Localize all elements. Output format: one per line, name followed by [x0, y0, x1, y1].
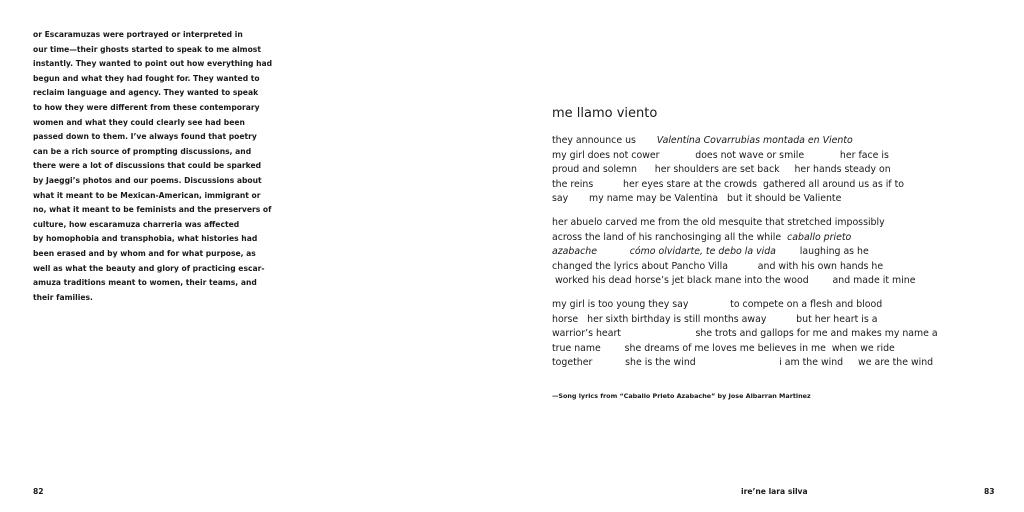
poem-line-text: changed the lyrics about Pancho Villa and with his own hands he: [552, 260, 884, 272]
poem-line-text: her abuelo carved me from the old mesquite that stretched impossibly: [552, 216, 885, 228]
poem-line: [552, 313, 952, 328]
prose-line: amuza traditions meant to women, their teams, and: [33, 278, 257, 288]
prose-line: or Escaramuzas were portrayed or interpreted in: [33, 30, 243, 39]
poem-line: [552, 163, 952, 178]
right-page: [512, 0, 1024, 512]
prose-line: our time—their ghosts started to speak to me almost: [33, 44, 261, 54]
poem-line: [552, 245, 952, 260]
poem-line-italic: caballo prieto: [787, 231, 852, 243]
poem-line-text: proud and solemn her shoulders are set back her hands steady on: [552, 164, 891, 176]
prose-line: can be a rich source of prompting discussions, and: [33, 146, 252, 156]
poem-line-text: my girl is too young they say to compete on a flesh and blood: [552, 298, 883, 310]
running-footer-author: ire’ne lara silva: [741, 487, 808, 496]
prose-paragraph: [33, 28, 273, 305]
prose-line: begun and what they had fought for. They wanted to: [33, 73, 260, 83]
poem-line-text: the reins her eyes stare at the crowds gathered all around us as if to: [552, 178, 904, 190]
prose-line: been erased and by whom and for what purpose, as: [33, 248, 256, 258]
stanza: [552, 134, 952, 207]
poem-line: [552, 178, 952, 193]
poem-line: [552, 356, 952, 371]
prose-line: passed down to them. I’ve always found that poetry: [33, 132, 257, 142]
poem-line-text: say my name may be Valentina but it should be Valiente: [552, 193, 842, 205]
stanza: [552, 298, 952, 371]
poem-title: me llamo viento: [552, 106, 658, 121]
poem-line-text: warrior’s heart she trots and gallops for me and makes my name a: [552, 328, 938, 340]
poem-line: [552, 192, 952, 207]
poem-line-italic: Valentina Covarrubias montada en Viento: [656, 135, 853, 146]
prose-line: no, what it meant to be feminists and the preservers of: [33, 205, 272, 215]
prose-line: reclaim language and agency. They wanted to speak: [33, 88, 259, 98]
page-number-right: 83: [984, 487, 995, 496]
poem-line-text: true name she dreams of me loves me believes in me when we ride: [552, 342, 895, 354]
attribution: —Song lyrics from “Caballo Prieto Azabache” by Jose Albarran Martinez: [552, 392, 811, 400]
prose-line: what it meant to be Mexican-American, immigrant or: [33, 190, 261, 200]
poem-line-text: worked his dead horse’s jet black mane into the wood and made it mine: [552, 275, 916, 287]
prose-line: by Jaeggi’s photos and our poems. Discussions about: [33, 175, 262, 185]
poem-line: [552, 149, 952, 164]
prose-line: women and what they could clearly see had been: [33, 117, 245, 127]
poem-line-italic: azabache cómo olvidarte, te debo la vida: [552, 246, 776, 258]
stanza: [552, 216, 952, 289]
poem-line: [552, 274, 952, 289]
prose-line: well as what the beauty and glory of practicing escar-: [33, 263, 265, 273]
page-number-left: 82: [33, 487, 44, 496]
prose-line: by homophobia and transphobia, what histories had: [33, 234, 258, 244]
poem-line: [552, 260, 952, 275]
prose-line: instantly. They wanted to point out how everything had: [33, 59, 273, 69]
prose-line: culture, how escaramuza charreria was affected: [33, 219, 240, 229]
poem-line-text: laughing as he: [775, 246, 869, 258]
poem-body: [552, 134, 952, 380]
poem-line: [552, 298, 952, 313]
poem-line: [552, 134, 952, 149]
poem-line-text: horse her sixth birthday is still months away but her heart is a: [552, 313, 878, 325]
poem-line: [552, 216, 952, 231]
poem-line-text: they announce us: [552, 135, 657, 146]
poem-line: [552, 327, 952, 342]
poem-line-text: my girl does not cower does not wave or smile her face is: [552, 149, 889, 161]
poem-line-text: across the land of his ranchosinging all the while: [552, 231, 788, 243]
prose-line: there were a lot of discussions that could be sparked: [33, 161, 262, 171]
prose-line: to how they were different from these contemporary: [33, 102, 260, 112]
poem-line: [552, 231, 952, 246]
poem-line: [552, 342, 952, 357]
prose-line: their families.: [33, 292, 93, 302]
poem-line-text: together she is the wind i am the wind we are the wind: [552, 357, 934, 369]
